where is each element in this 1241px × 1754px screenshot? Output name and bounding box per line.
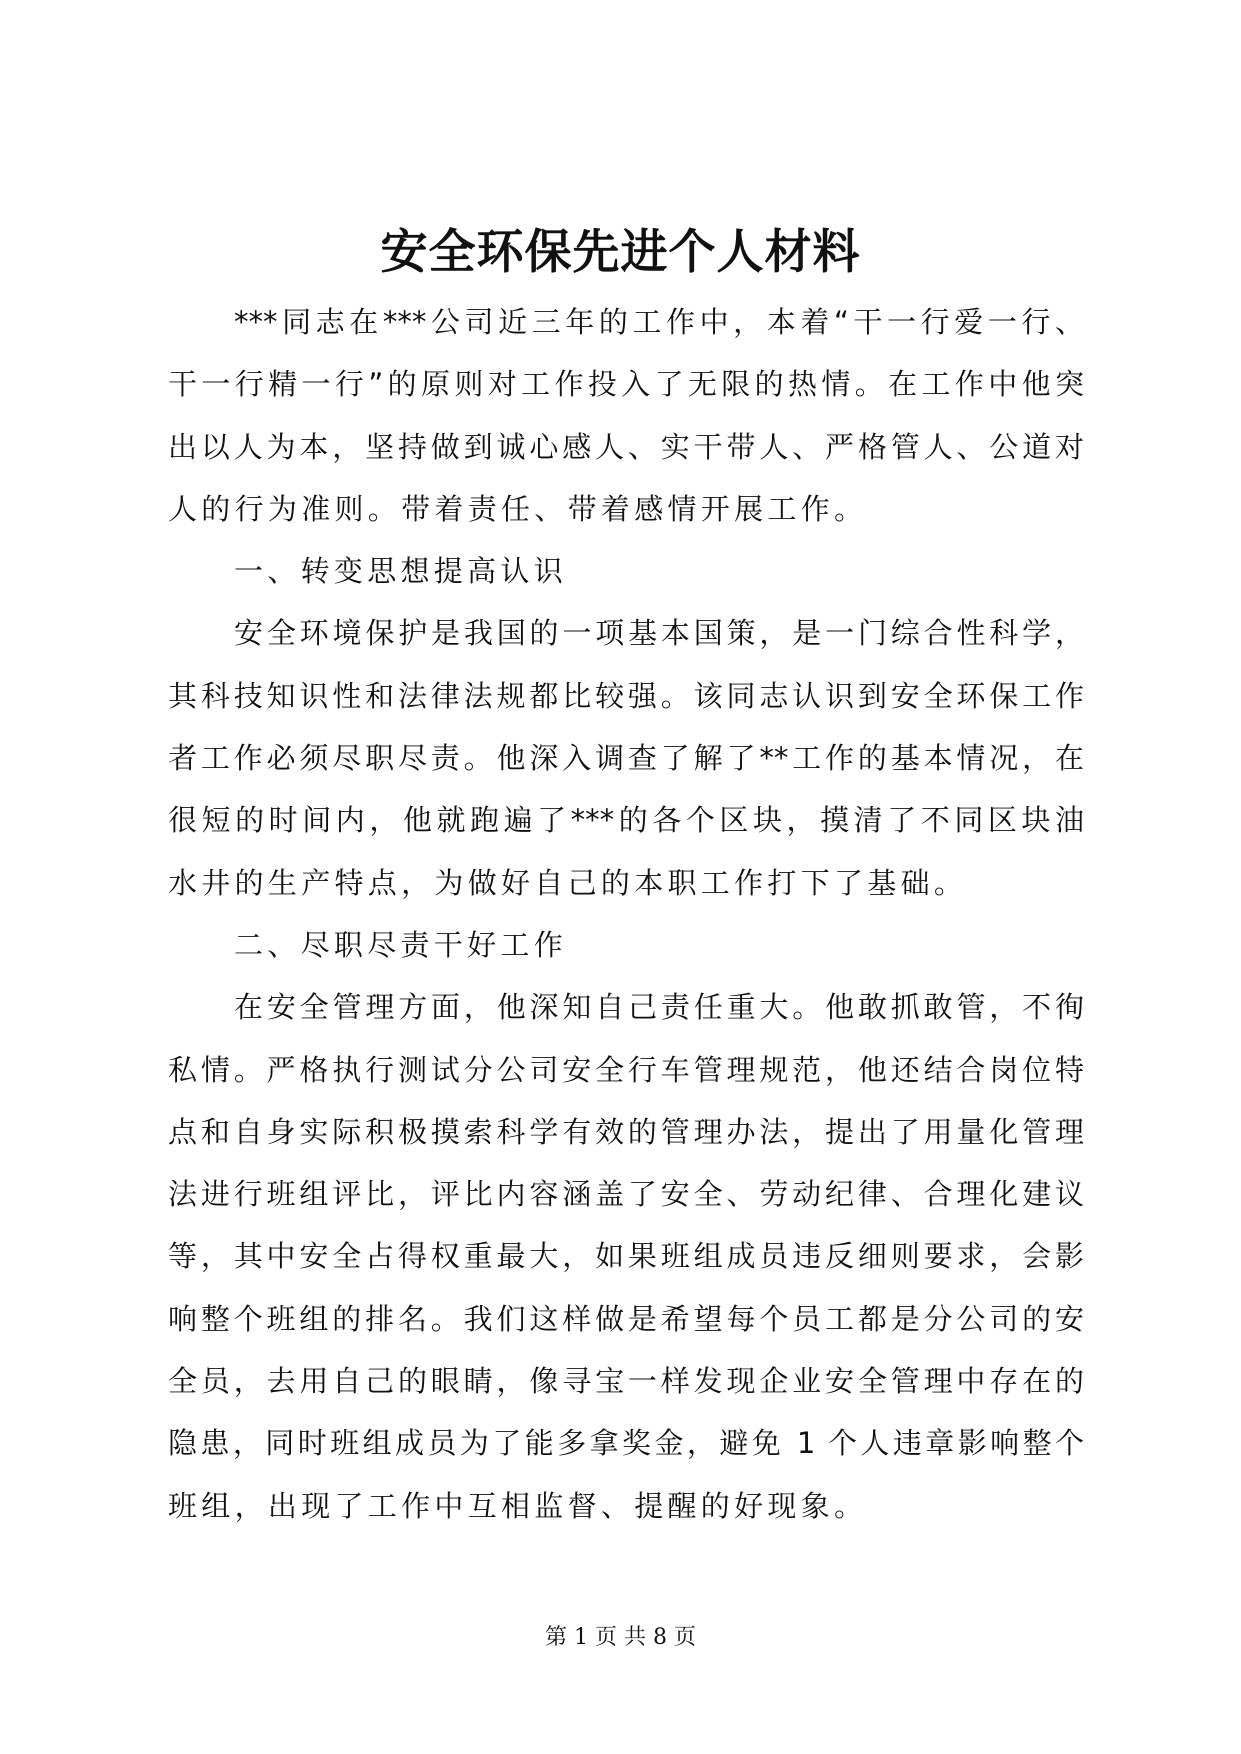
text-line: 水井的生产特点，为做好自己的本职工作打下了基础。 bbox=[168, 865, 968, 900]
section-heading bbox=[168, 540, 1084, 602]
text-line: 点和自身实际积极摸索科学有效的管理办法，提出了用量化管理 bbox=[168, 1114, 1084, 1149]
document-body bbox=[168, 291, 1084, 1537]
paragraph bbox=[168, 291, 1084, 540]
section-heading bbox=[168, 914, 1084, 976]
page-footer: 第 1 页 共 8 页 bbox=[545, 1625, 696, 1650]
text-line: 法进行班组评比，评比内容涵盖了安全、劳动纪律、合理化建议 bbox=[168, 1177, 1084, 1212]
text-line: 等，其中安全占得权重最大，如果班组成员违反细则要求，会影 bbox=[168, 1239, 1084, 1274]
text-line: 响整个班组的排名。我们这样做是希望每个员工都是分公司的安 bbox=[168, 1301, 1084, 1336]
text-line: ***同志在***公司近三年的工作中，本着“干一行爱一行、 bbox=[234, 305, 1084, 339]
text-line: 全员，去用自己的眼睛，像寻宝一样发现企业安全管理中存在的 bbox=[168, 1364, 1084, 1399]
text-line: 隐患，同时班组成员为了能多拿奖金，避免 1 个人违章影响整个 bbox=[168, 1426, 1084, 1461]
paragraph bbox=[168, 976, 1084, 1537]
text-line: 者工作必须尽职尽责。他深入调查了解了**工作的基本情况，在 bbox=[168, 741, 1084, 776]
text-line: 一、转变思想提高认识 bbox=[234, 554, 568, 589]
text-line: 安全环境保护是我国的一项基本国策，是一门综合性科学， bbox=[234, 616, 1084, 651]
text-line: 人的行为准则。带着责任、带着感情开展工作。 bbox=[168, 491, 868, 526]
text-line: 干一行精一行”的原则对工作投入了无限的热情。在工作中他突 bbox=[168, 367, 1084, 402]
text-line: 二、尽职尽责干好工作 bbox=[234, 927, 568, 962]
text-line: 在安全管理方面，他深知自己责任重大。他敢抓敢管，不徇 bbox=[234, 990, 1084, 1025]
text-line: 其科技知识性和法律法规都比较强。该同志认识到安全环保工作 bbox=[168, 678, 1084, 713]
paragraph bbox=[168, 602, 1084, 913]
document-title: 安全环保先进个人材料 bbox=[380, 225, 861, 280]
text-line: 私情。严格执行测试分公司安全行车管理规范，他还结合岗位特 bbox=[168, 1052, 1084, 1087]
text-line: 出以人为本，坚持做到诚心感人、实干带人、严格管人、公道对 bbox=[168, 429, 1084, 464]
text-line: 班组，出现了工作中互相监督、提醒的好现象。 bbox=[168, 1488, 868, 1523]
text-line: 很短的时间内，他就跑遍了***的各个区块，摸清了不同区块油 bbox=[168, 803, 1084, 838]
